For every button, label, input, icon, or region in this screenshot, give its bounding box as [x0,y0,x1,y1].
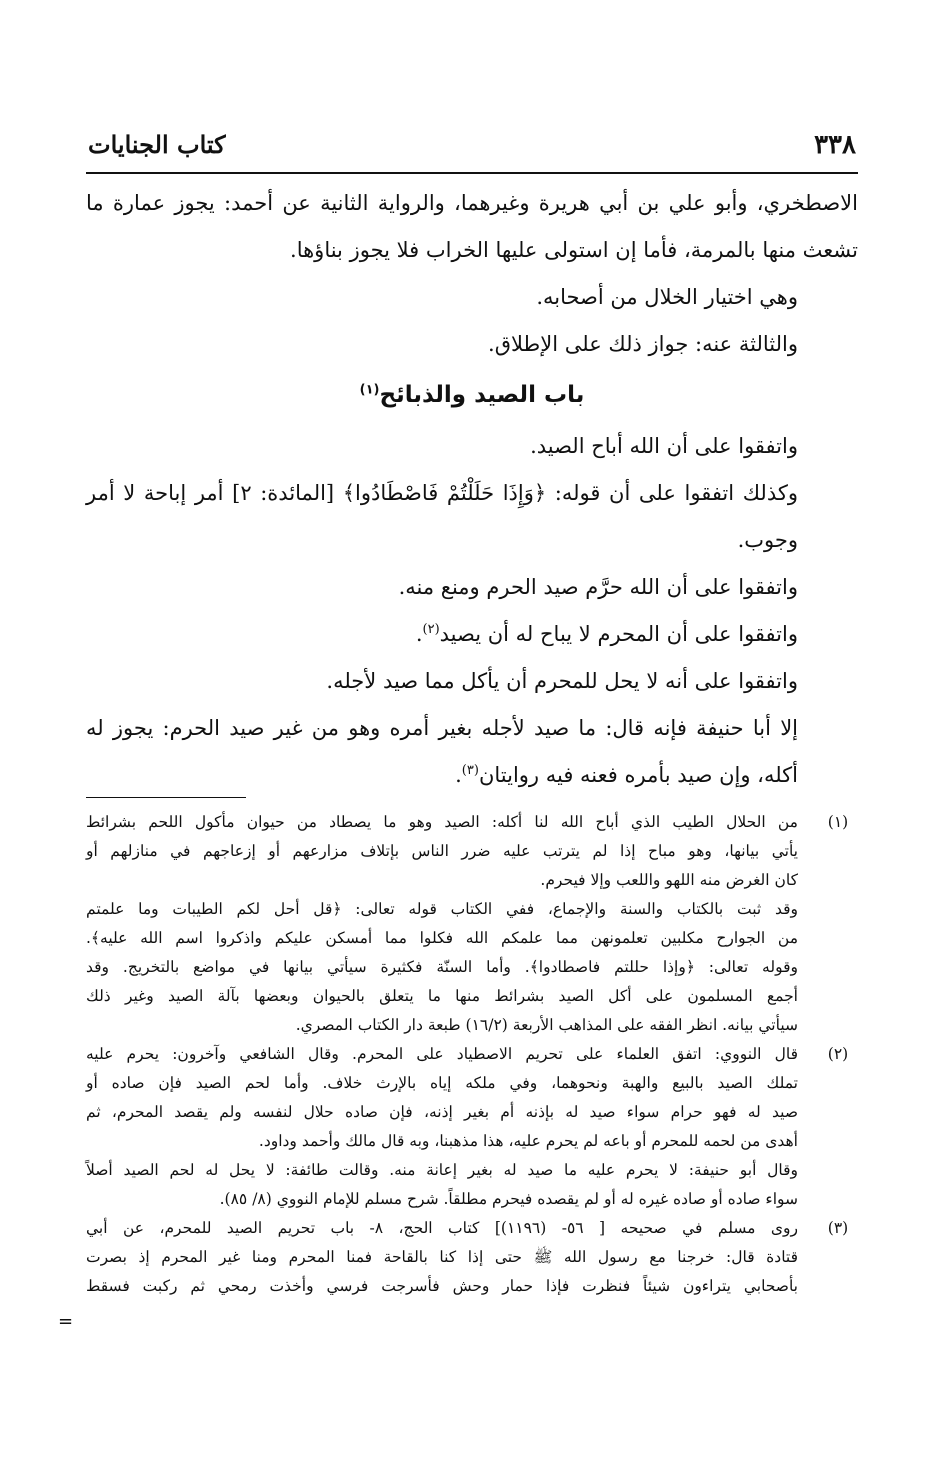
footnote-line: روى مسلم في صحيحه [ ٥٦- (١١٩٦)] كتاب الحج، ٨- باب تحريم الصيد للمحرم، عن أبي [86,1219,798,1237]
footnote-line: وقوله تعالى: ﴿وإذا حللتم فاصطادوا﴾. وأما السنّة فكثيرة سيأتي بيانها في مواضع بالتخريج. وقد [86,958,798,976]
footnote-line: بأصحابي يتراءون شيئاً فنظرت فإذا حمار وحش فأسرجت فرسي وأخذت رمحي ثم ركبت فسقط [86,1277,798,1295]
footnote-line: أجمع المسلمون على أكل الصيد بشرائط منها ما يتعلق بالحيوان وبعضها بآلة الصيد وغير ذلك [86,987,798,1005]
footnote-1 [86,808,858,1040]
header-divider [86,172,858,174]
paragraph-2: وهي اختيار الخلال من أصحابه. [536,285,798,309]
footnote-3 [86,1214,858,1301]
book-title: كتاب الجنايات [88,130,226,159]
footnote-line: قال النووي: اتفق العلماء على تحريم الاصطياد على المحرم. وقال الشافعي وآخرون: يحرم عليه [86,1045,798,1063]
footnote-number: (٢) [827,1045,849,1063]
footnotes [86,808,858,1301]
footnote-line: وقد ثبت بالكتاب والسنة والإجماع، ففي الكتاب قوله تعالى: ﴿قل أحل لكم الطيبات وما علمتم [86,900,798,918]
paragraph-6: واتفقوا على أن الله حرَّم صيد الحرم ومنع منه. [398,575,798,599]
footnote-line: وقال أبو حنيفة: لا يحرم عليه ما صيد له بغير إعانة منه. وقالت طائفة: لا يحل له لحم الصيد أصلاً [86,1161,798,1179]
section-title [86,372,858,419]
footnote-line: يأتي بيانها، وهو مباح إذا لم يترتب عليه ضرر الناس بإتلاف مزارعهم أو إزعاجهم في منازلهم أو [86,842,798,860]
page-header [88,130,856,168]
footnote-line: سواء صاده أو صاده غيره له أو لم يقصده فيحرم مطلقاً. شرح مسلم للإمام النووي (٨/ ٨٥). [219,1190,798,1208]
paragraph-9-text: إلا أبا حنيفة فإنه قال: ما صيد لأجله بغير أمره وهو من غير صيد الحرم: يجوز له أكله، وإن صيد بأمره فعنه فيه روايتان [86,716,798,787]
footnote-line: كان الغرض منه اللهو واللعب وإلا فيحرم. [540,871,798,889]
footnote-line: قتادة قال: خرجنا مع رسول الله ﷺ حتى إذا كنا بالقاحة فمنا المحرم ومنا غير المحرم إذ بصرت [86,1248,798,1266]
footnote-ref-1: (١) [359,382,380,398]
paragraph-9-end: . [455,763,462,787]
paragraph-5: وكذلك اتفقوا على أن قوله: ﴿وَإِذَا حَلَلْتُمْ فَاصْطَادُوا﴾ [المائدة: ٢] أمر إباحة لا أمر وجوب. [86,481,798,552]
footnote-line: تملك الصيد بالبيع والهبة ونحوهما، وفي ملكه إياه بالإرث خلاف. وأما لحم الصيد فإن صاده أو [86,1074,798,1092]
paragraph-7 [86,611,858,658]
paragraph-1: الاصطخري، وأبو علي بن أبي هريرة وغيرهما، والرواية الثانية عن أحمد: يجوز عمارة ما تشعث منها بالمرمة، فأما إن استولى عليها الخراب فلا يجوز بناؤها. [86,191,858,262]
footnote-divider [86,797,246,798]
footnote-ref-2: (٢) [422,622,440,637]
continuation-mark: = [58,1311,74,1332]
footnote-number: (٣) [827,1219,849,1237]
paragraph-4: واتفقوا على أن الله أباح الصيد. [530,434,798,458]
footnote-number: (١) [827,813,849,831]
section-title-text: باب الصيد والذبائح [379,382,585,408]
footnote-ref-3: (٣) [461,763,479,778]
paragraph-7-end: . [415,622,423,646]
paragraph-9 [86,705,858,799]
footnote-line: سيأتي بيانه. انظر الفقه على المذاهب الأربعة (١٦/٢) طبعة دار الكتاب المصري. [295,1016,798,1034]
footnote-2 [86,1040,858,1214]
footnote-line: من الحلال الطيب الذي أباح الله لنا أكله: الصيد وهو ما يصطاد من حيوان مأكول اللحم بشرائط [86,813,798,831]
footnote-line: أهدى من لحمه للمحرم أو باعه لم يحرم عليه، هذا مذهبنا، وبه قال مالك وأحمد وداود. [258,1132,798,1150]
paragraph-3: والثالثة عنه: جواز ذلك على الإطلاق. [488,332,798,356]
page-number: ٣٣٨ [814,130,856,160]
main-text [86,180,858,799]
paragraph-7-text: واتفقوا على أن المحرم لا يباح له أن يصيد [439,622,798,646]
footnote-line: من الجوارح مكلبين تعلمونهن مما علمكم الله فكلوا مما أمسكن عليكم واذكروا اسم الله عليه﴾. [86,929,798,947]
paragraph-8: واتفقوا على أنه لا يحل للمحرم أن يأكل مما صيد لأجله. [326,669,798,693]
footnote-line: صيد له فهو حرام سواء صيد له بإذنه أم بغير إذنه، فإن صاده حلال لنفسه ولم يقصد المحرم، ثم [86,1103,798,1121]
